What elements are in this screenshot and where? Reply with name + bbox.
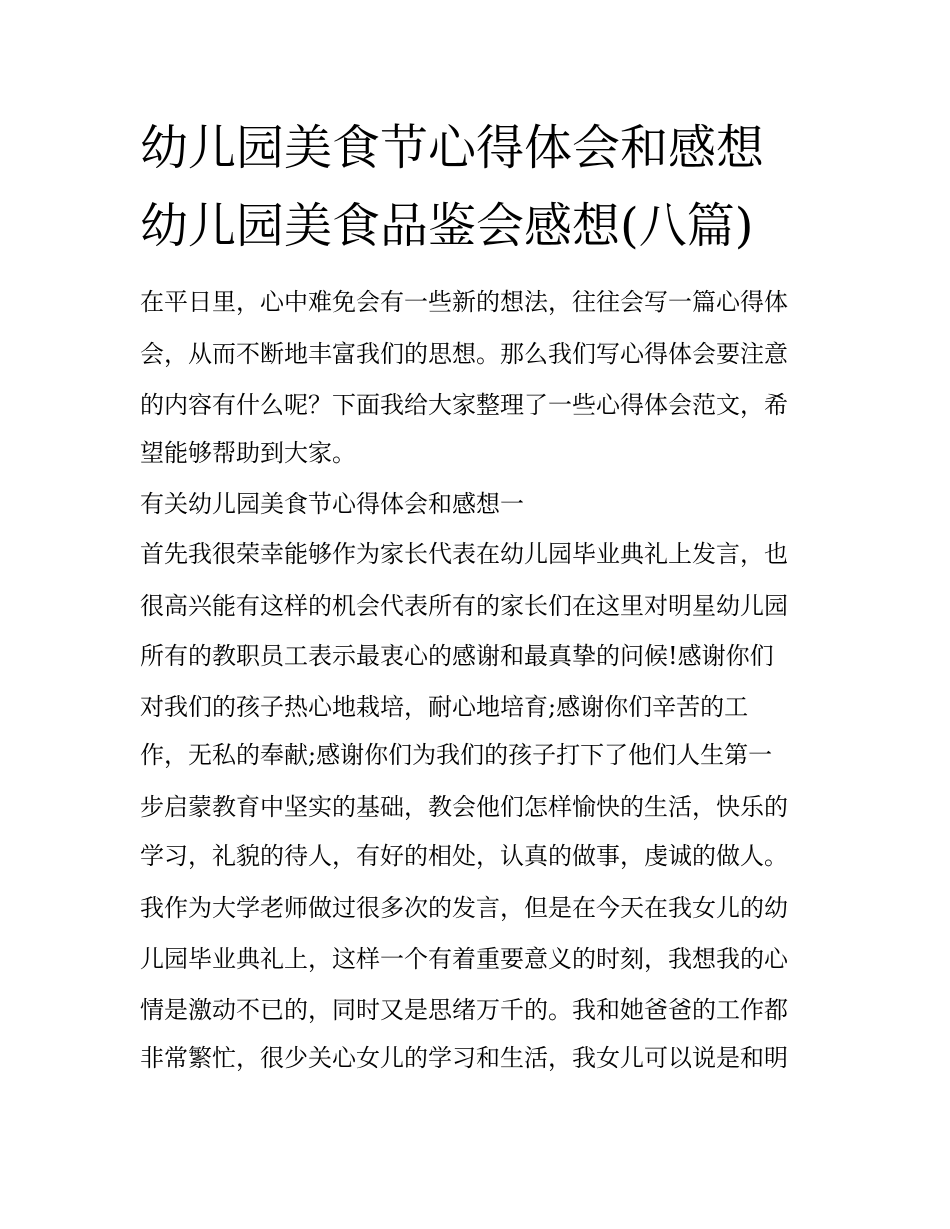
body-line-10: 情是激动不已的，同时又是思绪万千的。我和她爸爸的工作都 — [140, 996, 788, 1024]
body-line-1: 首先我很荣幸能够作为家长代表在幼儿园毕业典礼上发言，也 — [140, 540, 788, 568]
intro-line-2: 会，从而不断地丰富我们的思想。那么我们写心得体会要注意 — [140, 340, 788, 368]
section-heading: 有关幼儿园美食节心得体会和感想一 — [140, 490, 524, 518]
body-line-4: 对我们的孩子热心地栽培，耐心地培育;感谢你们辛苦的工 — [140, 693, 749, 721]
body-line-3: 所有的教职员工表示最衷心的感谢和最真挚的问候!感谢你们 — [140, 642, 774, 670]
body-line-9: 儿园毕业典礼上，这样一个有着重要意义的时刻，我想我的心 — [140, 945, 788, 973]
body-line-6: 步启蒙教育中坚实的基础，教会他们怎样愉快的生活，快乐的 — [140, 793, 788, 821]
document-title-line-1: 幼儿园美食节心得体会和感想 — [140, 120, 765, 176]
body-line-7: 学习，礼貌的待人，有好的相处，认真的做事，虔诚的做人。 — [140, 842, 788, 870]
intro-line-1: 在平日里，心中难免会有一些新的想法，往往会写一篇心得体 — [140, 288, 788, 316]
intro-line-4: 望能够帮助到大家。 — [140, 439, 356, 467]
body-line-5: 作，无私的奉献;感谢你们为我们的孩子打下了他们人生第一 — [140, 741, 773, 769]
intro-line-3: 的内容有什么呢？下面我给大家整理了一些心得体会范文，希 — [140, 391, 788, 419]
body-line-2: 很高兴能有这样的机会代表所有的家长们在这里对明星幼儿园 — [140, 592, 788, 620]
body-line-11: 非常繁忙，很少关心女儿的学习和生活，我女儿可以说是和明 — [140, 1044, 788, 1072]
document-title-line-2: 幼儿园美食品鉴会感想(八篇) — [140, 198, 754, 254]
body-line-8: 我作为大学老师做过很多次的发言，但是在今天在我女儿的幼 — [140, 894, 788, 922]
